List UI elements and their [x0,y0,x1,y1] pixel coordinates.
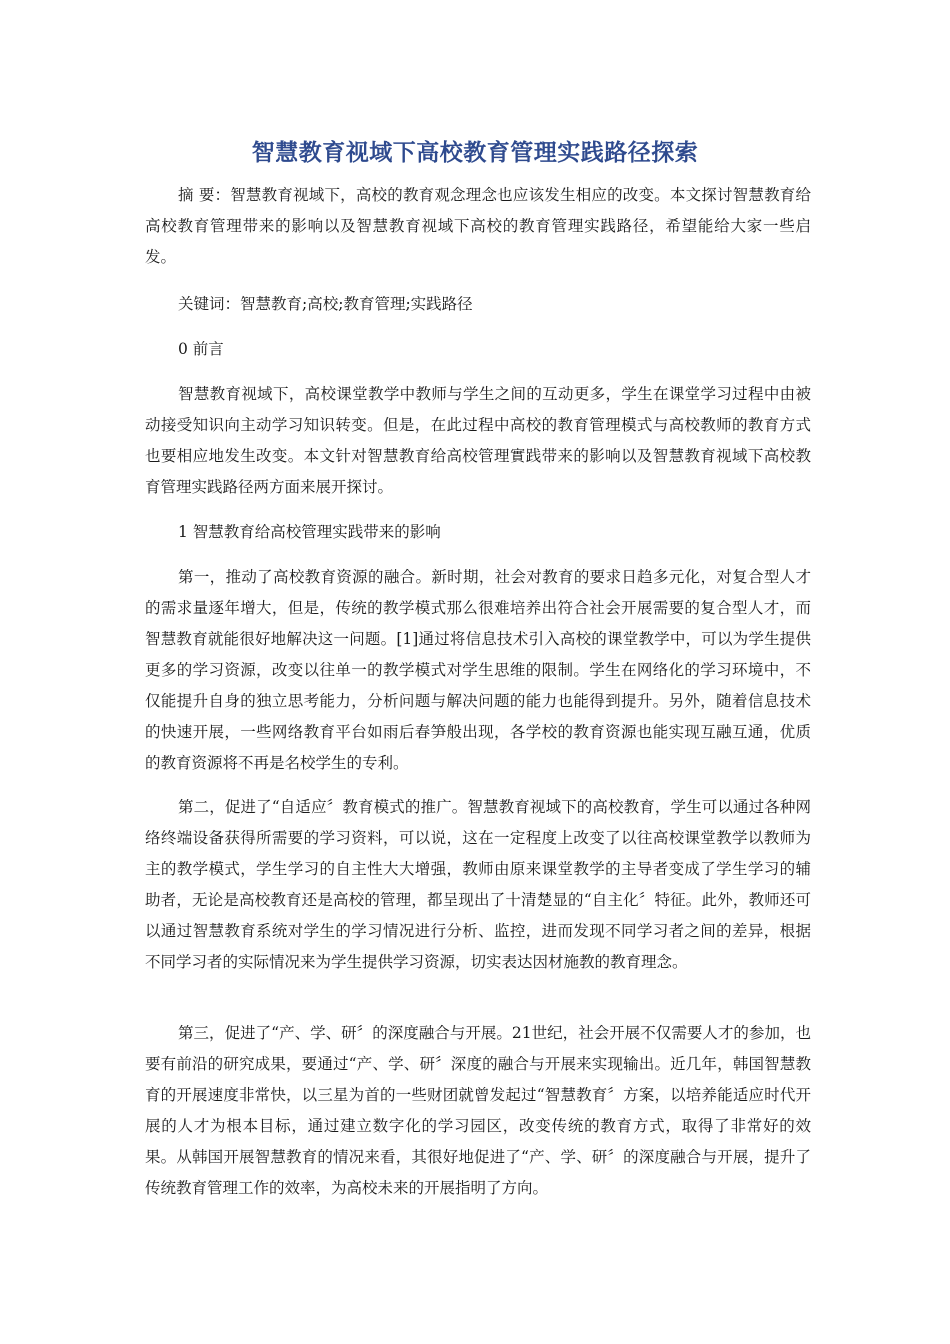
abstract-paragraph: 摘 要：智慧教育视域下，高校的教育观念理念也应该发生相应的改变。本文探讨智慧教育给高校教育管理带来的影响以及智慧教育视域下高校的教育管理实践路径，希望能给大家一些启发。 [145,186,811,266]
intro-paragraph: 智慧教育视域下，高校课堂教学中教师与学生之间的互动更多，学生在课堂学习过程中由被动接受知识向主动学习知识转变。但是，在此过程中高校的教育管理模式与高校教师的教育方式也要相应地发生改变。本文针对智慧教育给高校管理實践带来的影响以及智慧教育视域下高校教育管理实践路径两方面来展开探讨。 [145,385,811,496]
paragraph-second-point: 第二，促进了“自适应〞教育模式的推广。智慧教育视域下的高校教育，学生可以通过各种网络终端设备获得所需要的学习资料，可以说，这在一定程度上改变了以往高校课堂教学以教师为主的教学模式，学生学习的自主性大大增强，教师由原来课堂教学的主导者变成了学生学习的辅助者，无论是高校教育还是高校的管理，都呈现出了十清楚显的“自主化〞特征。此外，教师还可以通过智慧教育系统对学生的学习情况进行分析、监控，进而发现不同学习者之间的差异，根据不同学习者的实际情况来为学生提供学习资源，切实表达因材施教的教育理念。 [145,798,811,971]
section-heading-impact: 1 智慧教育给高校管理实践带来的影响 [178,523,441,541]
paragraph-third-point: 第三，促进了“产、学、研〞的深度融合与开展。21世纪，社会开展不仅需要人才的参加，也要有前沿的研究成果，要通过“产、学、研〞深度的融合与开展来实现输出。近几年，韩国智慧教育的开展速度非常快，以三星为首的一些财团就曾发起过“智慧教育〞方案，以培养能适应时代开展的人才为根本目标，通过建立数字化的学习园区，改变传统的教育方式，取得了非常好的效果。从韩国开展智慧教育的情况来看，其很好地促进了“产、学、研〞的深度融合与开展，提升了传统教育管理工作的效率，为高校未来的开展指明了方向。 [145,1024,811,1197]
section-heading-preface: 0 前言 [178,340,224,358]
keywords-line: 关键词：智慧教育;高校;教育管理;实践路径 [178,295,473,313]
paragraph-first-point: 第一，推动了高校教育资源的融合。新时期，社会对教育的要求日趋多元化，对复合型人才的需求量逐年增大，但是，传统的教学模式那么很难培养出符合社会开展需要的复合型人才，而智慧教育就能很好地解决这一问题。[1]通过将信息技术引入高校的课堂教学中，可以为学生提供更多的学习资源，改变以往单一的教学模式对学生思维的限制。学生在网络化的学习环境中，不仅能提升自身的独立思考能力，分析问题与解决问题的能力也能得到提升。另外，随着信息技术的快速开展，一些网络教育平台如雨后春笋般出现，各学校的教育资源也能实现互融互通，优质的教育资源将不再是名校学生的专利。 [145,568,811,772]
document-title: 智慧教育视域下高校教育管理实践路径探索 [251,140,699,166]
